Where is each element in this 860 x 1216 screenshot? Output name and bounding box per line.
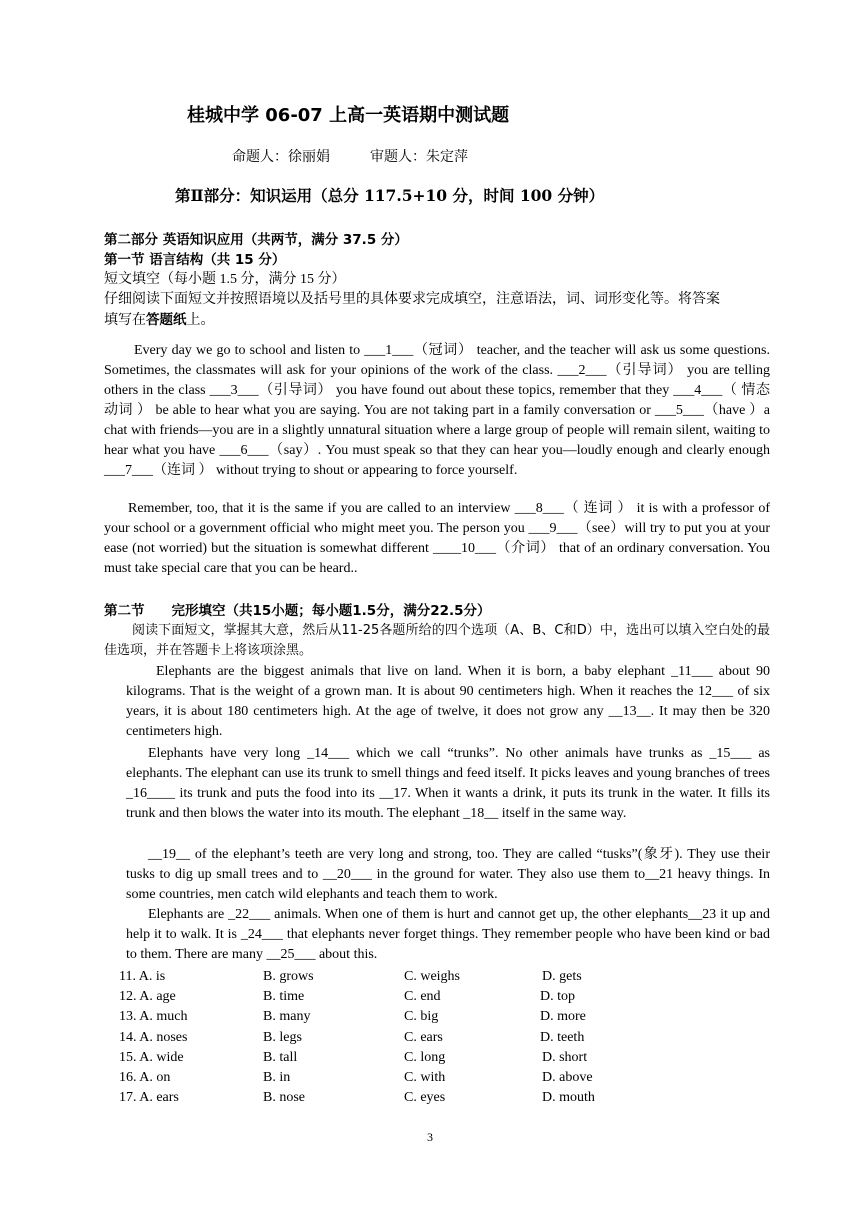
section-two — [104, 601, 770, 621]
part-title: 第Ⅱ部分：知识运用（总分 117.5+10 分，时间 100 分钟） — [175, 186, 605, 205]
page-title: 桂城中学 06-07 上高一英语期中测试题 — [187, 105, 510, 126]
option-row: 15. A. wide B. tall C. long D. short — [119, 1049, 588, 1065]
page-number: 3 — [427, 1130, 433, 1144]
instruction-line-2: 填写在答题纸上。 — [104, 312, 215, 328]
setter: 命题人：徐丽娟 — [232, 150, 330, 165]
answer-sheet-emphasis: 答题纸 — [146, 312, 187, 328]
option-row: 14. A. noses B. legs C. ears D. teeth — [119, 1029, 585, 1045]
section-one — [104, 230, 770, 330]
option-row: 17. A. ears B. nose C. eyes D. mouth — [119, 1090, 595, 1106]
passage-one-paragraph-1: Every day we go to school and listen to ___1___（冠词） teacher, and the teacher will ask us some questions. Sometimes, the classmates will ask for your opinions of the work of the class. ___2___（引导词） you are telling others in the class ___3___（引导词） you have found out about these topics, remember that they ___4___（ 情态动词 ） be able to hear what you are saying. You are not taking part in a family conversation or ___5___（have ）a chat with friends—you are in a slightly unnatural situation where a large group of people will remain silent, waiting to hear what you have ___6___（say）. You must speak so that they can hear you—loudly enough and clearly enough ___7___（连词 ） without trying to shout or appearing to force yourself. — [104, 343, 770, 478]
cloze-paragraph-3: __19__ of the elephant’s teeth are very long and strong, too. They are called “tusks”(象牙). They use their tusks to dig up small trees and to __20___ in the ground for water. They also use them to__21 heavy things. In some countries, men catch wild elephants and teach them to work. — [126, 847, 770, 902]
option-row: 11. A. is B. grows C. weighs D. gets — [119, 969, 582, 984]
reviewer: 审题人：朱定萍 — [370, 150, 468, 165]
section-two-heading: 第二节 完形填空（共15小题；每小题1.5分，满分22.5分） — [104, 603, 491, 619]
option-row: 16. A. on B. in C. with D. above — [119, 1069, 593, 1085]
task-label: 短文填空（每小题 1.5 分，满分 15 分） — [104, 272, 346, 287]
option-row: 12. A. age B. time C. end D. top — [119, 989, 575, 1005]
section-heading: 第二部分 英语知识应用（共两节，满分 37.5 分） — [104, 232, 408, 248]
cloze-paragraph-1: Elephants are the biggest animals that live on land. When it is born, a baby elephant _11___ about 90 kilograms. That is the weight of a grown man. It is about 90 centimeters high. When it reaches the 12___ of six years, it is about 180 centimeters high. At the age of twelve, it does not grow any __13__. It may then be 320 centimeters high. — [126, 664, 770, 739]
instruction-line-1: 仔细阅读下面短文并按照语境以及括号里的具体要求完成填空，注意语法，词、词形变化等。将答案 — [104, 292, 720, 307]
section-two-instruction: 阅读下面短文，掌握其大意，然后从11-25各题所给的四个选项（A、B、C和D）中，选出可以填入空白处的最佳选项，并在答题卡上将该项涂黑。 — [104, 623, 770, 658]
options-list — [119, 967, 599, 1108]
cloze-paragraph-4: Elephants are _22___ animals. When one of them is hurt and cannot get up, the other elephants__23 it up and help it to walk. It is _24___ that elephants never forget things. They remember people who have been kind or bad to them. There are many __25___ about this. — [126, 907, 770, 962]
passage-one-paragraph-2: Remember, too, that it is the same if you are called to an interview ___8___（ 连词 ） it is with a professor of your school or a government official who might meet you. The person you ___9___（see）will try to put you at your ease (not worried) but the situation is somewhat different ____10___（介词） that of an ordinary conversation. You must take special care that you can be heard.. — [104, 501, 770, 576]
authors-line — [232, 146, 468, 166]
option-row: 13. A. much B. many C. big D. more — [119, 1009, 586, 1025]
cloze-paragraph-2: Elephants have very long _14___ which we call “trunks”. No other animals have trunks as _15___ as elephants. The elephant can use its trunk to smell things and feed itself. It picks leaves and young branches of trees _16____ its trunk and puts the food into its __17. When it wants a drink, it puts its trunk in the water. It fills its trunk and then blows the water into its mouth. The elephant _18__ itself in the same way. — [126, 746, 770, 821]
sub-heading: 第一节 语言结构（共 15 分） — [104, 252, 286, 268]
